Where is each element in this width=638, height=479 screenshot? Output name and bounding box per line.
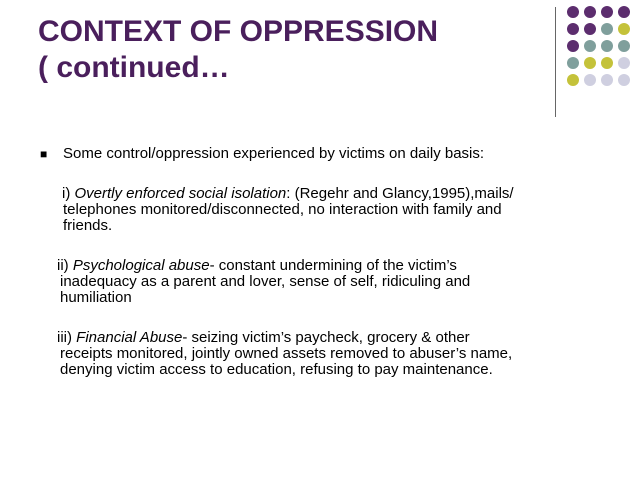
item-line: humiliation	[60, 289, 132, 306]
dot-decoration	[618, 40, 630, 52]
item-prefix: i)	[62, 185, 75, 202]
title-line-1: CONTEXT OF OPPRESSION	[38, 15, 439, 48]
bullet-icon: ■	[40, 147, 48, 161]
dot-decoration	[567, 6, 579, 18]
bullet-item	[40, 146, 600, 162]
dot-decoration	[567, 74, 579, 86]
dot-decoration	[618, 74, 630, 86]
item-term: Overtly enforced social isolation	[74, 185, 287, 202]
dot-decoration	[567, 40, 579, 52]
item-prefix: iii)	[57, 329, 77, 346]
dot-decoration	[601, 40, 613, 52]
item-line: telephones monitored/disconnected, no interaction with family and	[63, 201, 502, 218]
item-line: denying victim access to education, refusing to pay maintenance.	[60, 361, 493, 378]
sub-item	[57, 329, 600, 378]
bullet-text: Some control/oppression experienced by victims on daily basis:	[63, 145, 485, 162]
item-term: Psychological abuse	[72, 257, 210, 274]
item-term: Financial Abuse	[76, 329, 183, 346]
title-divider	[555, 7, 556, 117]
title-line-2: ( continued…	[38, 51, 230, 84]
item-prefix: ii)	[57, 257, 73, 274]
dot-decoration	[618, 23, 630, 35]
item-line: receipts monitored, jointly owned assets removed to abuser’s name,	[60, 345, 513, 362]
item-text: : (Regehr and Glancy,1995),mails/	[286, 185, 514, 202]
dot-decoration	[618, 6, 630, 18]
dot-decoration	[601, 6, 613, 18]
sub-item	[63, 186, 600, 234]
item-line: inadequacy as a parent and lover, sense of self, ridiculing and	[60, 273, 471, 290]
dot-decoration	[601, 74, 613, 86]
item-text: - seizing victim’s paycheck, grocery & other	[182, 329, 470, 346]
dot-decoration	[601, 57, 613, 69]
dot-decoration	[584, 57, 596, 69]
dot-decoration	[618, 57, 630, 69]
dot-decoration	[584, 40, 596, 52]
slide-title	[38, 14, 518, 86]
item-text: - constant undermining of the victim’s	[209, 257, 457, 274]
decorative-dot-grid	[567, 6, 638, 91]
dot-decoration	[567, 57, 579, 69]
item-line: friends.	[63, 217, 113, 234]
dot-decoration	[584, 23, 596, 35]
sub-item	[57, 257, 600, 306]
dot-decoration	[584, 74, 596, 86]
dot-decoration	[584, 6, 596, 18]
dot-decoration	[601, 23, 613, 35]
dot-decoration	[567, 23, 579, 35]
slide-body	[40, 146, 600, 378]
